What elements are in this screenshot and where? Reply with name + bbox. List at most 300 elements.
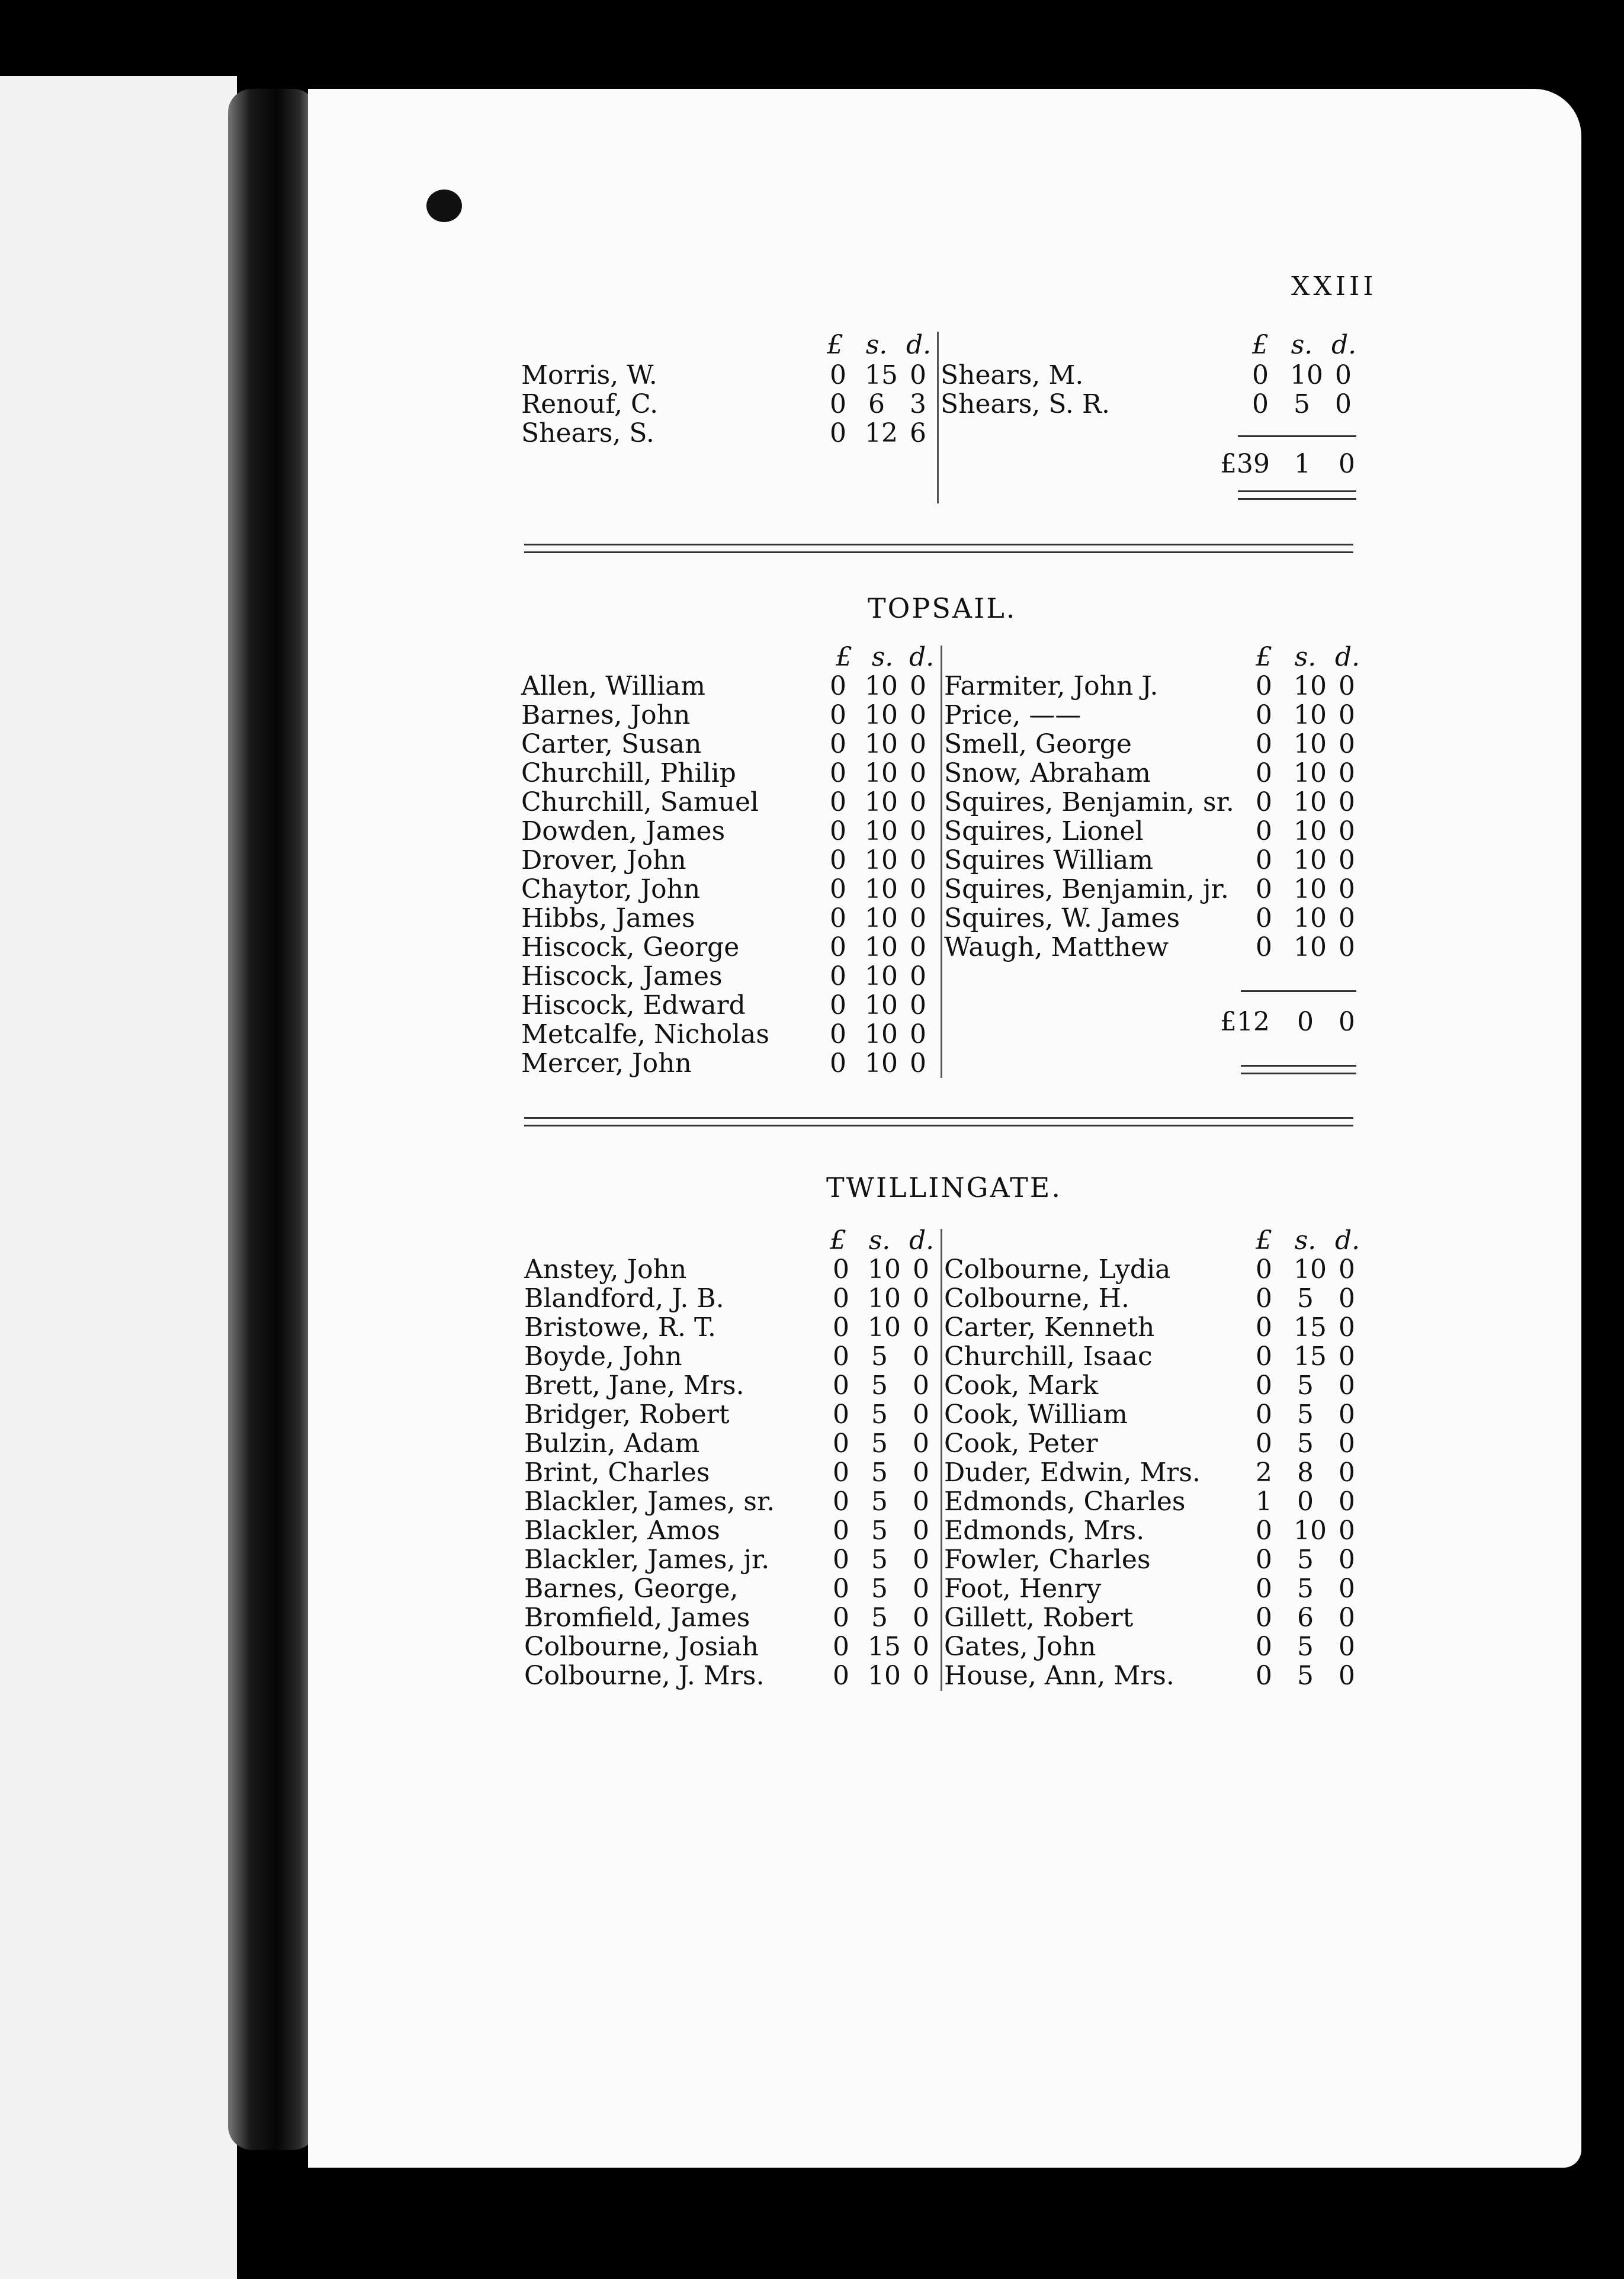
subscriber-name: Cook, William <box>944 1400 1128 1430</box>
amount-pence: 0 <box>1339 1400 1355 1430</box>
amount-shillings: 10 <box>1294 1254 1327 1285</box>
ledger-entry <box>944 1313 1371 1342</box>
ledger-entry <box>941 390 1367 419</box>
header-pounds: £ <box>1256 1225 1272 1256</box>
header-pounds: £ <box>836 642 852 672</box>
column-divider <box>937 332 939 503</box>
amount-pounds: 0 <box>833 1632 849 1662</box>
subscriber-name: Duder, Edwin, Mrs. <box>944 1458 1201 1488</box>
amount-shillings: 10 <box>865 758 898 788</box>
amount-pounds: 0 <box>1256 1283 1272 1314</box>
amount-shillings: 10 <box>1294 758 1327 788</box>
subscriber-name: Dowden, James <box>521 816 726 846</box>
ledger-entry <box>944 904 1371 933</box>
ledger-entry <box>524 1661 939 1690</box>
subscriber-name: Squires, Benjamin, jr. <box>944 874 1229 904</box>
amount-shillings: 10 <box>1294 932 1327 962</box>
amount-pence: 0 <box>913 1632 929 1662</box>
total-rule <box>1238 435 1356 437</box>
amount-pounds: 0 <box>830 671 846 701</box>
amount-pounds: 0 <box>1256 1632 1272 1662</box>
amount-shillings: 5 <box>871 1341 888 1372</box>
amount-pence: 0 <box>1339 932 1355 962</box>
amount-shillings: 15 <box>865 360 898 390</box>
ledger-entry <box>521 991 936 1020</box>
entries <box>941 361 1367 419</box>
ledger-entry <box>524 1574 939 1603</box>
amount-pence: 0 <box>1339 1429 1355 1459</box>
amount-pence: 0 <box>913 1400 929 1430</box>
amount-pounds: 0 <box>833 1312 849 1343</box>
amount-shillings: 10 <box>865 700 898 730</box>
subscriber-name: Waugh, Matthew <box>944 932 1169 962</box>
subscriber-name: Brett, Jane, Mrs. <box>524 1370 744 1401</box>
amount-pence: 0 <box>1339 700 1355 730</box>
subscriber-name: Carter, Susan <box>521 729 702 759</box>
amount-pounds: 0 <box>830 874 846 904</box>
amount-pounds: 0 <box>833 1603 849 1633</box>
subscriber-name: Squires, W. James <box>944 903 1180 933</box>
amount-pence: 0 <box>910 1019 926 1049</box>
amount-pounds: 0 <box>1256 758 1272 788</box>
subscriber-name: Blackler, Amos <box>524 1516 720 1546</box>
amount-shillings: 5 <box>1297 1370 1314 1401</box>
book-spine <box>228 89 317 2150</box>
ledger-entry <box>944 875 1371 904</box>
header-shillings: s. <box>1294 1225 1317 1256</box>
ledger-entry <box>944 759 1371 788</box>
amount-pence: 0 <box>913 1341 929 1372</box>
subscriber-name: Squires William <box>944 845 1154 875</box>
ledger-entry <box>524 1516 939 1545</box>
header-pounds: £ <box>1252 330 1269 360</box>
amount-shillings: 5 <box>1297 1661 1314 1691</box>
amount-shillings: 10 <box>1294 903 1327 933</box>
ledger-entry <box>521 875 936 904</box>
amount-pounds: 0 <box>830 360 846 390</box>
ledger-entry <box>944 1284 1371 1313</box>
header-pounds: £ <box>1256 642 1272 672</box>
amount-pounds: 0 <box>830 729 846 759</box>
subscriber-name: Cook, Peter <box>944 1429 1098 1459</box>
amount-pence: 0 <box>1339 729 1355 759</box>
ledger-entry <box>941 361 1367 390</box>
subscriber-name: Bristowe, R. T. <box>524 1312 716 1343</box>
amount-shillings: 5 <box>871 1516 888 1546</box>
subscriber-name: Bridger, Robert <box>524 1400 730 1430</box>
amount-shillings: 10 <box>868 1661 901 1691</box>
amount-shillings: 10 <box>865 932 898 962</box>
subscriber-name: Squires, Benjamin, sr. <box>944 787 1234 817</box>
amount-shillings: 10 <box>868 1312 901 1343</box>
subscriber-name: Gillett, Robert <box>944 1603 1134 1633</box>
ledger-entry <box>944 1458 1371 1487</box>
header-shillings: s. <box>1294 642 1317 672</box>
amount-pounds: 0 <box>830 816 846 846</box>
amount-pence: 0 <box>1339 1487 1355 1517</box>
amount-shillings: 15 <box>1294 1341 1327 1372</box>
ledger-entry <box>524 1342 939 1371</box>
amount-shillings: 5 <box>1297 1429 1314 1459</box>
amount-shillings: 10 <box>1294 816 1327 846</box>
ledger-entry <box>521 672 936 701</box>
ledger-entry <box>521 361 936 390</box>
amount-pounds: 0 <box>1252 360 1269 390</box>
amount-pounds: 0 <box>1256 1341 1272 1372</box>
amount-pounds: 0 <box>833 1458 849 1488</box>
currency-header <box>521 643 936 672</box>
amount-pounds: 0 <box>1256 1661 1272 1691</box>
amount-pence: 0 <box>910 671 926 701</box>
ledger-entry <box>944 672 1371 701</box>
ledger-entry <box>521 817 936 846</box>
amount-shillings: 5 <box>871 1370 888 1401</box>
subscriber-name: Squires, Lionel <box>944 816 1144 846</box>
amount-pounds: 0 <box>1256 729 1272 759</box>
amount-shillings: 10 <box>1294 700 1327 730</box>
ledger-entry <box>524 1400 939 1429</box>
subscriber-name: Morris, W. <box>521 360 657 390</box>
subscriber-name: Colbourne, H. <box>944 1283 1129 1314</box>
subscriber-name: Blackler, James, jr. <box>524 1545 770 1575</box>
amount-pence: 0 <box>1339 1661 1355 1691</box>
amount-shillings: 5 <box>871 1574 888 1604</box>
subscriber-name: Churchill, Philip <box>521 758 736 788</box>
amount-pence: 0 <box>910 700 926 730</box>
amount-pence: 0 <box>913 1370 929 1401</box>
amount-pounds: 0 <box>833 1545 849 1575</box>
ledger-entry <box>944 846 1371 875</box>
total-pence: 0 <box>1339 449 1355 479</box>
amount-pounds: 0 <box>833 1283 849 1314</box>
ledger-entry <box>524 1284 939 1313</box>
ledger-entry <box>944 1574 1371 1603</box>
ledger-entry <box>524 1371 939 1400</box>
ledger-entry <box>521 933 936 962</box>
amount-pence: 0 <box>1339 1370 1355 1401</box>
total-rule <box>1241 990 1356 992</box>
amount-pounds: 0 <box>830 389 846 419</box>
subscriber-name: Anstey, John <box>524 1254 687 1285</box>
subscriber-name: Drover, John <box>521 845 686 875</box>
header-shillings: s. <box>871 642 894 672</box>
column-divider <box>941 1229 942 1691</box>
subscriber-name: Allen, William <box>521 671 705 701</box>
amount-pounds: 0 <box>830 1048 846 1078</box>
header-pounds: £ <box>827 330 843 360</box>
amount-pence: 0 <box>1339 1574 1355 1604</box>
ledger-entry <box>944 1342 1371 1371</box>
ledger-entry <box>521 1020 936 1049</box>
amount-shillings: 5 <box>1294 389 1310 419</box>
subscriber-name: Barnes, John <box>521 700 691 730</box>
ledger-entry <box>521 701 936 730</box>
header-pence: d. <box>906 330 932 360</box>
column-divider <box>941 646 942 1078</box>
amount-pounds: 1 <box>1256 1487 1272 1517</box>
ledger-entry <box>944 1371 1371 1400</box>
amount-pounds: 0 <box>1256 1516 1272 1546</box>
twillingate-left-list <box>524 1226 939 1690</box>
section-total <box>1220 1007 1374 1036</box>
section-divider <box>524 1117 1353 1126</box>
subscriber-name: Snow, Abraham <box>944 758 1151 788</box>
amount-pence: 0 <box>910 816 926 846</box>
amount-shillings: 10 <box>865 1048 898 1078</box>
ledger-entry <box>524 1487 939 1516</box>
amount-pounds: 0 <box>830 418 846 448</box>
amount-pence: 0 <box>913 1487 929 1517</box>
amount-shillings: 15 <box>1294 1312 1327 1343</box>
ledger-entry <box>521 788 936 817</box>
amount-pence: 0 <box>1339 903 1355 933</box>
amount-shillings: 10 <box>865 729 898 759</box>
ledger-entry <box>944 1487 1371 1516</box>
subscriber-name: Metcalfe, Nicholas <box>521 1019 769 1049</box>
ledger-entry <box>524 1603 939 1632</box>
subscriber-name: Hiscock, George <box>521 932 740 962</box>
amount-shillings: 10 <box>865 816 898 846</box>
amount-shillings: 10 <box>865 671 898 701</box>
subscriber-name: Shears, S. R. <box>941 389 1110 419</box>
amount-shillings: 5 <box>871 1429 888 1459</box>
ledger-entry <box>521 846 936 875</box>
subscriber-name: Renouf, C. <box>521 389 659 419</box>
ledger-entry <box>524 1545 939 1574</box>
ledger-entry <box>944 1632 1371 1661</box>
amount-pounds: 0 <box>1256 1312 1272 1343</box>
header-pence: d. <box>1335 642 1360 672</box>
subscriber-name: Cook, Mark <box>944 1370 1099 1401</box>
header-pence: d. <box>909 642 935 672</box>
amount-pence: 0 <box>1339 1603 1355 1633</box>
amount-pounds: 0 <box>830 845 846 875</box>
topsail-left-list <box>521 643 936 1078</box>
amount-pounds: 0 <box>1256 1545 1272 1575</box>
header-shillings: s. <box>868 1225 891 1256</box>
amount-pence: 0 <box>913 1254 929 1285</box>
amount-pounds: 0 <box>1256 1603 1272 1633</box>
amount-pounds: 0 <box>1256 845 1272 875</box>
ledger-entry <box>944 1545 1371 1574</box>
subscriber-name: Gates, John <box>944 1632 1096 1662</box>
amount-shillings: 10 <box>865 903 898 933</box>
amount-pounds: 0 <box>830 961 846 991</box>
amount-shillings: 0 <box>1297 1487 1314 1517</box>
subscriber-name: Shears, M. <box>941 360 1084 390</box>
amount-shillings: 10 <box>865 961 898 991</box>
amount-pounds: 0 <box>1256 874 1272 904</box>
amount-pence: 0 <box>910 787 926 817</box>
amount-pounds: 0 <box>1256 1400 1272 1430</box>
subscriber-name: Blandford, J. B. <box>524 1283 724 1314</box>
amount-pounds: 0 <box>833 1429 849 1459</box>
ledger-entry <box>944 1603 1371 1632</box>
amount-pence: 0 <box>1339 787 1355 817</box>
amount-pounds: 0 <box>1252 389 1269 419</box>
subscriber-name: Boyde, John <box>524 1341 682 1372</box>
currency-header <box>521 330 936 359</box>
subscriber-name: Hiscock, Edward <box>521 990 746 1020</box>
amount-shillings: 10 <box>1294 1516 1327 1546</box>
currency-header <box>524 1226 939 1255</box>
amount-pounds: 0 <box>1256 1574 1272 1604</box>
total-pounds: £39 <box>1220 449 1270 479</box>
ledger-entry <box>944 817 1371 846</box>
amount-shillings: 10 <box>865 787 898 817</box>
amount-pence: 0 <box>1339 1516 1355 1546</box>
section-divider <box>524 544 1353 553</box>
ledger-entry <box>521 390 936 419</box>
subscriber-name: House, Ann, Mrs. <box>944 1661 1174 1691</box>
total-shillings: 1 <box>1294 449 1311 479</box>
amount-pence: 0 <box>1339 1254 1355 1285</box>
subscriber-name: Bromfield, James <box>524 1603 750 1633</box>
amount-shillings: 8 <box>1297 1458 1314 1488</box>
left-page-edge <box>0 76 237 2279</box>
ledger-entry <box>524 1632 939 1661</box>
amount-shillings: 5 <box>871 1603 888 1633</box>
amount-pounds: 0 <box>833 1487 849 1517</box>
subscriber-name: Bulzin, Adam <box>524 1429 700 1459</box>
subscriber-name: Brint, Charles <box>524 1458 710 1488</box>
amount-shillings: 5 <box>871 1545 888 1575</box>
twillingate-right-list <box>944 1226 1371 1690</box>
section-total <box>1220 449 1374 479</box>
subscriber-name: Chaytor, John <box>521 874 701 904</box>
amount-pence: 0 <box>913 1429 929 1459</box>
amount-shillings: 15 <box>868 1632 901 1662</box>
amount-pounds: 2 <box>1256 1458 1272 1488</box>
ledger-entry <box>944 788 1371 817</box>
ledger-entry <box>944 1661 1371 1690</box>
amount-pence: 0 <box>1335 360 1352 390</box>
amount-pounds: 0 <box>1256 932 1272 962</box>
subscriber-name: Churchill, Samuel <box>521 787 759 817</box>
subscriber-name: Price, —— <box>944 700 1081 730</box>
amount-pounds: 0 <box>833 1400 849 1430</box>
amount-pence: 0 <box>1339 1283 1355 1314</box>
ledger-entry <box>524 1458 939 1487</box>
ledger-entry <box>521 419 936 448</box>
entries <box>521 361 936 448</box>
topsail-right-list <box>944 643 1371 962</box>
ledger-entry <box>944 730 1371 759</box>
amount-shillings: 10 <box>865 1019 898 1049</box>
entries <box>524 1255 939 1690</box>
amount-pounds: 0 <box>830 758 846 788</box>
total-shillings: 0 <box>1297 1007 1314 1037</box>
amount-pence: 0 <box>913 1458 929 1488</box>
ledger-entry <box>944 701 1371 730</box>
ledger-entry <box>944 1516 1371 1545</box>
page-number: XXIII <box>1291 271 1377 301</box>
currency-header <box>941 330 1367 359</box>
amount-pence: 0 <box>910 845 926 875</box>
amount-pence: 0 <box>910 903 926 933</box>
amount-pounds: 0 <box>830 932 846 962</box>
amount-pounds: 0 <box>833 1370 849 1401</box>
subscriber-name: Hibbs, James <box>521 903 695 933</box>
amount-shillings: 5 <box>871 1400 888 1430</box>
amount-pounds: 0 <box>1256 903 1272 933</box>
entries <box>521 672 936 1078</box>
amount-pounds: 0 <box>830 903 846 933</box>
entries <box>944 672 1371 962</box>
amount-shillings: 10 <box>1294 729 1327 759</box>
amount-shillings: 5 <box>1297 1574 1314 1604</box>
subscriber-name: Colbourne, J. Mrs. <box>524 1661 765 1691</box>
ledger-entry <box>524 1429 939 1458</box>
amount-shillings: 6 <box>1297 1603 1314 1633</box>
amount-shillings: 5 <box>1297 1283 1314 1314</box>
amount-pence: 0 <box>913 1574 929 1604</box>
amount-pence: 0 <box>1339 671 1355 701</box>
amount-pounds: 0 <box>833 1254 849 1285</box>
amount-pence: 0 <box>1335 389 1352 419</box>
amount-shillings: 5 <box>1297 1545 1314 1575</box>
ledger-entry <box>944 933 1371 962</box>
subscriber-name: Colbourne, Josiah <box>524 1632 759 1662</box>
amount-shillings: 10 <box>1294 874 1327 904</box>
amount-pence: 0 <box>913 1312 929 1343</box>
top-left-list <box>521 332 936 448</box>
subscriber-name: Barnes, George, <box>524 1574 739 1604</box>
subscriber-name: Mercer, John <box>521 1048 692 1078</box>
header-shillings: s. <box>1291 330 1313 360</box>
ledger-entry <box>524 1313 939 1342</box>
amount-pence: 0 <box>910 729 926 759</box>
section-title-twillingate: TWILLINGATE. <box>826 1171 1062 1203</box>
amount-shillings: 5 <box>871 1458 888 1488</box>
subscriber-name: Hiscock, James <box>521 961 723 991</box>
total-pence: 0 <box>1339 1007 1355 1037</box>
amount-pence: 0 <box>1339 1458 1355 1488</box>
amount-pounds: 0 <box>1256 816 1272 846</box>
amount-pence: 0 <box>1339 1312 1355 1343</box>
subscriber-name: Foot, Henry <box>944 1574 1102 1604</box>
total-double-rule <box>1238 490 1356 500</box>
amount-shillings: 10 <box>865 874 898 904</box>
header-pence: d. <box>1331 330 1357 360</box>
section-title-topsail: TOPSAIL. <box>868 592 1017 624</box>
header-pounds: £ <box>830 1225 846 1256</box>
entries <box>944 1255 1371 1690</box>
subscriber-name: Colbourne, Lydia <box>944 1254 1171 1285</box>
amount-pence: 0 <box>1339 1632 1355 1662</box>
amount-pounds: 0 <box>1256 700 1272 730</box>
amount-pounds: 0 <box>1256 1254 1272 1285</box>
total-double-rule <box>1241 1065 1356 1074</box>
amount-shillings: 6 <box>868 389 885 419</box>
ledger-entry <box>944 1400 1371 1429</box>
ledger-entry <box>524 1255 939 1284</box>
amount-pounds: 0 <box>833 1516 849 1546</box>
header-pence: d. <box>909 1225 935 1256</box>
ledger-entry <box>944 1255 1371 1284</box>
subscriber-name: Shears, S. <box>521 418 654 448</box>
amount-pence: 0 <box>910 961 926 991</box>
amount-pence: 0 <box>910 360 926 390</box>
total-pounds: £12 <box>1220 1007 1270 1037</box>
amount-pence: 0 <box>913 1603 929 1633</box>
amount-pence: 0 <box>1339 1341 1355 1372</box>
amount-shillings: 5 <box>1297 1632 1314 1662</box>
amount-pounds: 0 <box>1256 1429 1272 1459</box>
amount-pence: 0 <box>913 1516 929 1546</box>
amount-shillings: 10 <box>865 990 898 1020</box>
header-pence: d. <box>1335 1225 1360 1256</box>
